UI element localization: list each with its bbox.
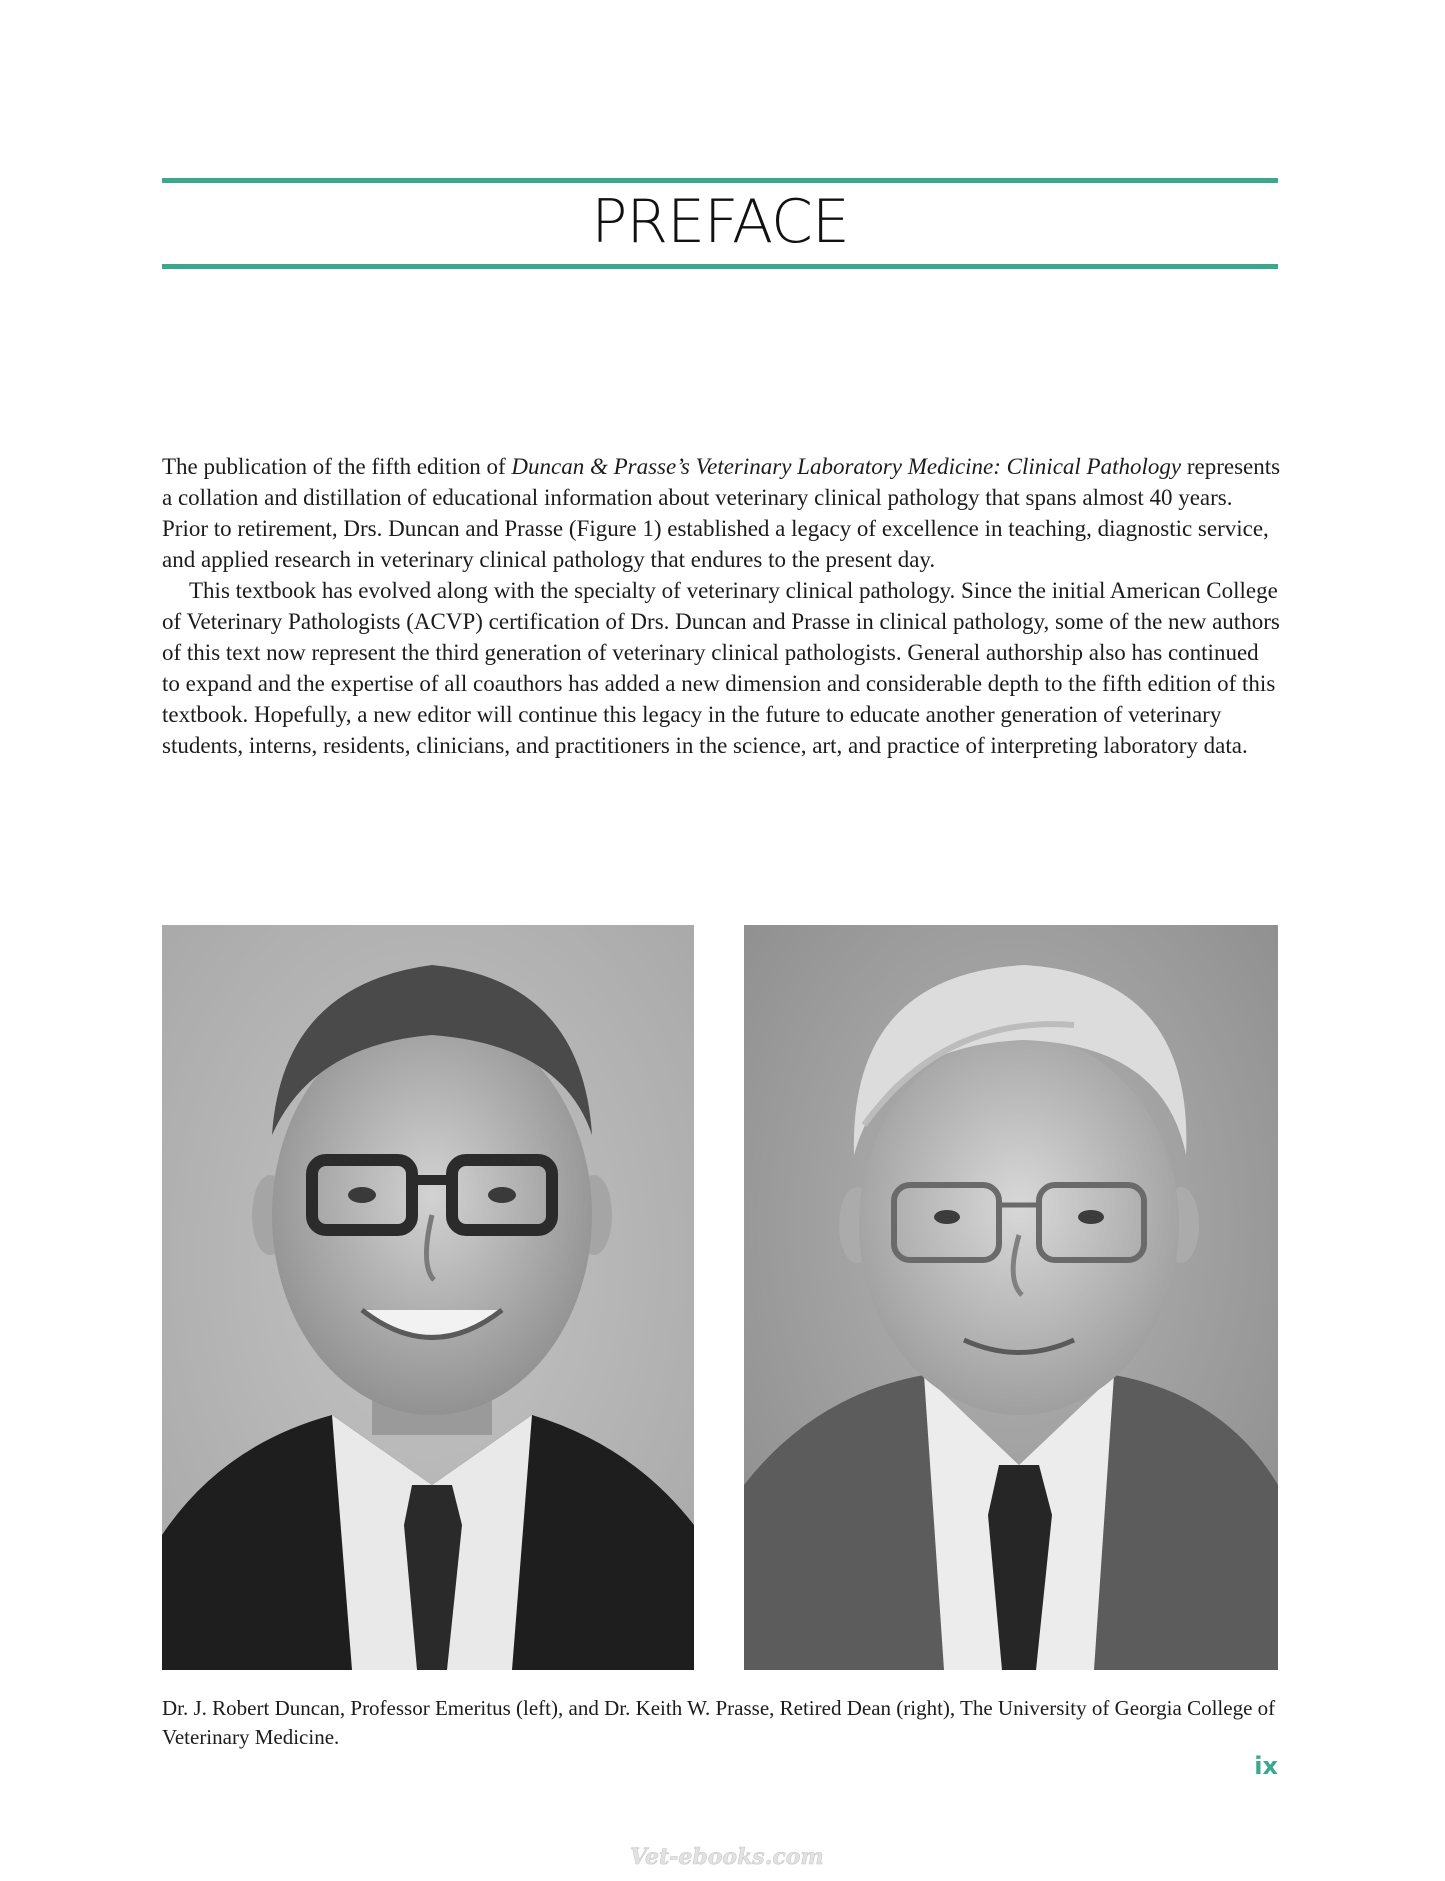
paragraph-1 <box>162 451 1282 575</box>
book-title: Duncan & Prasse’s Veterinary Laboratory Medicine: Clinical Pathology <box>511 454 1182 479</box>
portrait-prasse <box>744 925 1278 1670</box>
title-rule-top <box>162 178 1278 183</box>
portrait-duncan-image <box>162 925 694 1670</box>
vet-ebooks-watermark <box>620 1840 840 1872</box>
title-rule-bottom <box>162 264 1278 269</box>
figure-caption: Dr. J. Robert Duncan, Professor Emeritus (left), and Dr. Keith W. Prasse, Retired Dean (right), The University of Georgia College of Veterinary Medicine. <box>162 1696 1276 1749</box>
preface-body <box>162 451 1282 761</box>
paragraph-2: This textbook has evolved along with the specialty of veterinary clinical pathology. Since the initial American College of Veterinary Pathologists (ACVP) certification of Drs. Duncan and Prasse in clinical pathology, some of the new authors of this text now represent the third generation of veterinary clinical pathologists. General authorship also has continued to expand and the expertise of all coauthors has added a new dimension and considerable depth to the fifth edition of this textbook. Hopefully, a new editor will continue this legacy in the future to educate another generation of veterinary students, interns, residents, clinicians, and practitioners in the science, art, and practice of interpreting laboratory data. <box>162 578 1280 758</box>
portrait-prasse-image <box>744 925 1278 1670</box>
page-number: ix <box>1254 1752 1278 1780</box>
watermark-text: Vet-ebooks.com <box>630 1844 824 1870</box>
page-title: PREFACE <box>591 187 849 257</box>
paragraph-1-intro: The publication of the fifth edition of <box>162 454 512 479</box>
portrait-duncan <box>162 925 694 1670</box>
paragraph-1-rest: represents a collation and distillation of educational information about veterinary clinical pathology that spans almost 40 years. Prior to retirement, Drs. Duncan and Prasse (Figure 1) established a legacy of excellence in teaching, diagnostic service, and applied research in veterinary clinical pathology that endures to the present day. <box>162 454 1281 572</box>
